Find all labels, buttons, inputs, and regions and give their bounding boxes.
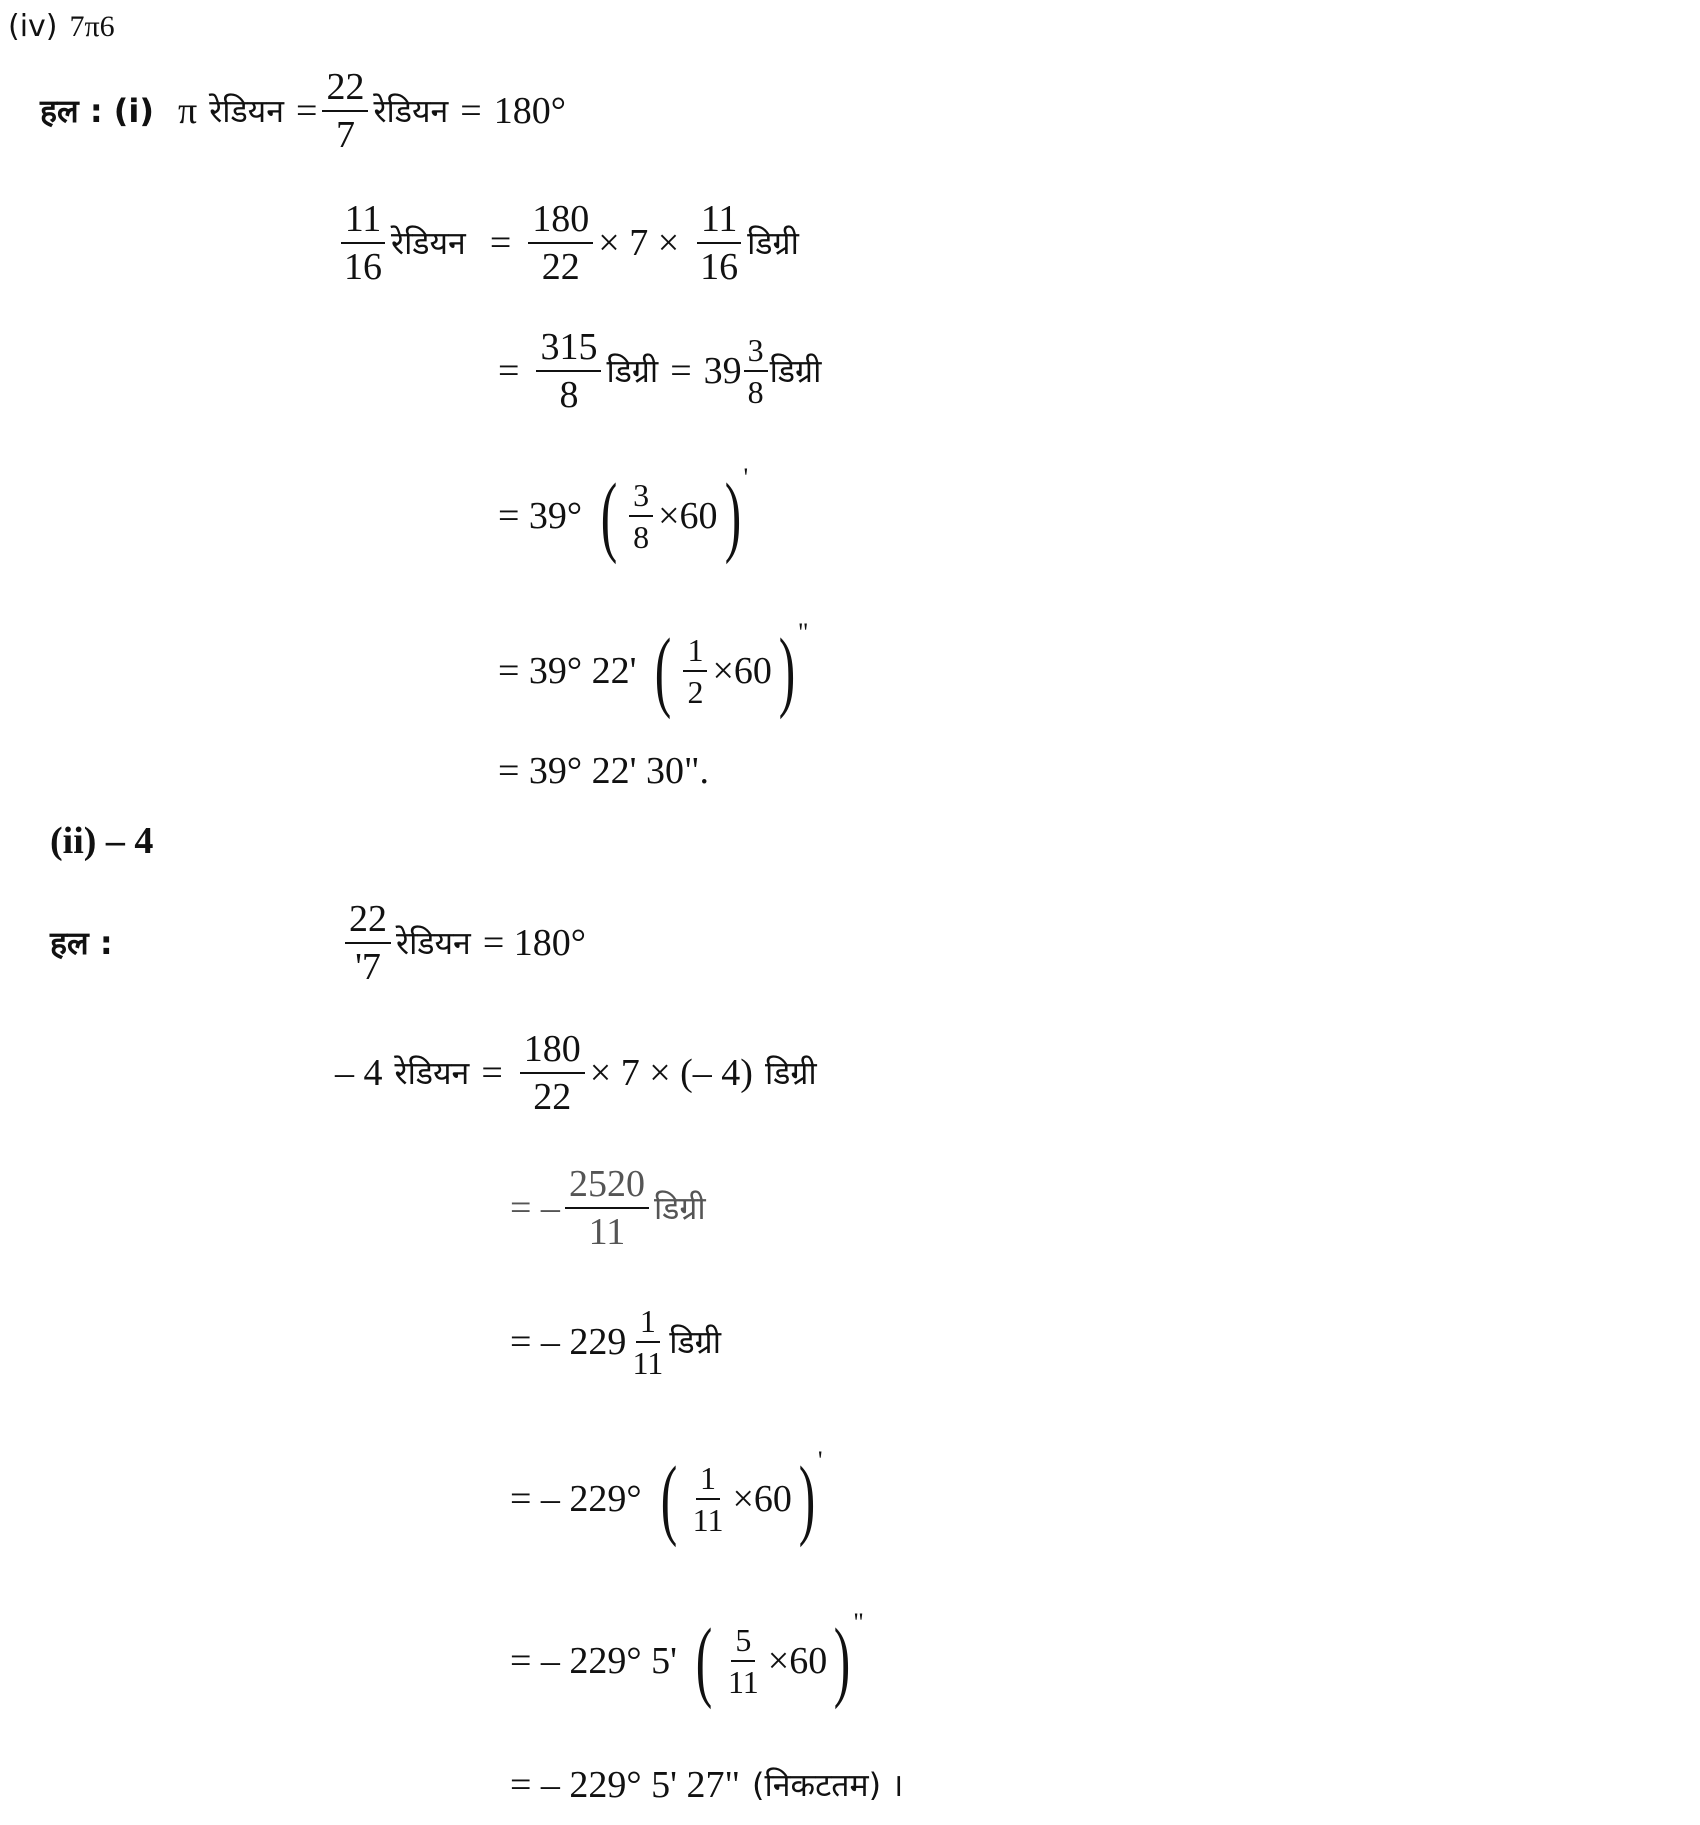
part2-line7 bbox=[510, 1766, 903, 1804]
left-parenthesis: ( bbox=[600, 466, 618, 565]
value: 180° bbox=[493, 90, 566, 132]
fraction bbox=[520, 1030, 585, 1116]
radian-word: रेडियन bbox=[209, 92, 285, 130]
fraction-denominator: 2 bbox=[687, 673, 704, 710]
degree-word: डिग्री bbox=[769, 352, 822, 390]
degree-word: डिग्री bbox=[764, 1054, 817, 1092]
fraction-denominator: 11 bbox=[588, 1211, 626, 1253]
fraction-numerator: 315 bbox=[536, 328, 601, 372]
fraction-numerator: 180 bbox=[528, 200, 593, 244]
fraction bbox=[744, 334, 768, 408]
fraction-numerator: 1 bbox=[683, 634, 707, 672]
fraction-numerator: 3 bbox=[744, 334, 768, 372]
part1-line5 bbox=[498, 617, 809, 720]
fraction bbox=[536, 328, 601, 414]
multiplication: × 7 × bbox=[598, 222, 680, 264]
fraction-numerator: 1 bbox=[636, 1305, 660, 1343]
degree-word: डिग्री bbox=[747, 224, 799, 262]
part1-line1 bbox=[40, 68, 566, 154]
fraction-denominator: 16 bbox=[700, 246, 739, 288]
fraction bbox=[689, 1459, 728, 1538]
part2-line1 bbox=[50, 900, 586, 986]
minute-mark: ' bbox=[743, 462, 749, 492]
equals-sign: = bbox=[460, 90, 482, 132]
fraction-denominator: 8 bbox=[747, 374, 764, 410]
part2-line4 bbox=[510, 1305, 721, 1379]
left-parenthesis: ( bbox=[655, 621, 672, 720]
expression-prefix: = – bbox=[510, 1187, 560, 1229]
final-answer: = 39° 22' 30". bbox=[498, 750, 709, 792]
fraction-numerator: 22 bbox=[345, 900, 391, 944]
right-parenthesis: ) bbox=[798, 1449, 816, 1548]
right-parenthesis: ) bbox=[778, 621, 796, 720]
minute-mark: ' bbox=[817, 1445, 823, 1475]
whole-number: 39 bbox=[703, 350, 742, 392]
fraction bbox=[322, 68, 368, 154]
degree-word: डिग्री bbox=[653, 1189, 706, 1227]
equals-sign: = bbox=[481, 1052, 503, 1094]
part1-line6 bbox=[498, 752, 709, 790]
part2-line2 bbox=[335, 1030, 817, 1116]
part2-line6 bbox=[510, 1607, 864, 1710]
multiplication: ×60 bbox=[732, 1477, 792, 1520]
left-parenthesis: ( bbox=[660, 1449, 677, 1548]
fraction-numerator: 11 bbox=[341, 200, 386, 244]
degree-word: डिग्री bbox=[669, 1323, 721, 1361]
fraction-numerator: 3 bbox=[629, 479, 653, 517]
second-mark: " bbox=[853, 1607, 864, 1637]
expression-prefix: = – 229° bbox=[510, 1477, 642, 1520]
fraction bbox=[628, 1305, 667, 1379]
fraction-numerator: 1 bbox=[696, 1462, 720, 1500]
pi-symbol: π bbox=[178, 90, 198, 132]
fraction-numerator: 2520 bbox=[565, 1165, 649, 1209]
part1-line3 bbox=[498, 328, 821, 414]
equals-sign: = bbox=[670, 350, 692, 392]
fraction-numerator: 5 bbox=[731, 1624, 755, 1662]
question-label: (ii) – 4 bbox=[50, 820, 154, 862]
fraction-denominator: 11 bbox=[727, 1663, 759, 1700]
radian-word: रेडियन bbox=[394, 1054, 470, 1092]
value: = 180° bbox=[482, 922, 586, 964]
left-parenthesis: ( bbox=[695, 1611, 713, 1710]
question-expression: 7π6 bbox=[69, 10, 115, 43]
fraction bbox=[696, 200, 742, 286]
fraction bbox=[345, 900, 391, 986]
fraction bbox=[683, 631, 707, 710]
fraction-denominator: 11 bbox=[632, 1345, 664, 1381]
part1-line4 bbox=[498, 462, 749, 565]
fraction-denominator: 22 bbox=[533, 1076, 572, 1118]
fraction-denominator: 7 bbox=[335, 114, 355, 156]
part2-label bbox=[50, 822, 153, 860]
equals-sign: = bbox=[296, 90, 318, 132]
fraction-denominator: 11 bbox=[692, 1501, 724, 1538]
fraction bbox=[565, 1165, 649, 1251]
multiplication: ×60 bbox=[712, 649, 772, 692]
multiplication: ×60 bbox=[767, 1639, 828, 1682]
fraction bbox=[724, 1621, 763, 1700]
expression-prefix: = 39° 22' bbox=[498, 649, 637, 692]
expression-prefix: = 39° bbox=[498, 494, 583, 537]
fraction-denominator: 22 bbox=[541, 246, 580, 288]
part2-line5 bbox=[510, 1445, 823, 1548]
fraction bbox=[528, 200, 593, 286]
solution-label-1: हल : (i) bbox=[40, 92, 154, 130]
degree-word: डिग्री bbox=[606, 352, 659, 390]
part2-line3 bbox=[510, 1165, 706, 1251]
fraction-denominator: '7 bbox=[355, 946, 381, 988]
expression-prefix: = – 229 bbox=[510, 1321, 627, 1363]
approximation-note: (निकटतम) । bbox=[752, 1766, 904, 1804]
second-mark: " bbox=[797, 617, 809, 647]
right-parenthesis: ) bbox=[833, 1611, 851, 1710]
lhs-value: – 4 bbox=[335, 1052, 383, 1094]
fraction-numerator: 11 bbox=[697, 200, 742, 244]
expression-prefix: = – 229° 5' bbox=[510, 1639, 677, 1682]
radian-word: रेडियन bbox=[391, 224, 466, 262]
question-header bbox=[8, 9, 115, 44]
fraction bbox=[629, 476, 653, 555]
fraction-denominator: 8 bbox=[633, 518, 650, 555]
radian-word: रेडियन bbox=[373, 92, 449, 130]
part1-line2 bbox=[335, 200, 799, 286]
fraction bbox=[340, 200, 386, 286]
fraction-numerator: 180 bbox=[520, 1030, 585, 1074]
multiplication: × 7 × (– 4) bbox=[589, 1052, 753, 1094]
right-parenthesis: ) bbox=[724, 466, 741, 565]
multiplication: ×60 bbox=[658, 494, 718, 537]
fraction-denominator: 16 bbox=[344, 246, 382, 288]
radian-word: रेडियन bbox=[396, 924, 471, 962]
fraction-denominator: 8 bbox=[559, 374, 579, 416]
equals-sign: = bbox=[498, 350, 520, 392]
solution-label-2: हल : bbox=[50, 924, 113, 962]
question-label: (iv) bbox=[8, 9, 58, 44]
final-answer: = – 229° 5' 27" bbox=[510, 1764, 740, 1806]
equals-sign: = bbox=[489, 222, 512, 264]
fraction-numerator: 22 bbox=[322, 68, 368, 112]
